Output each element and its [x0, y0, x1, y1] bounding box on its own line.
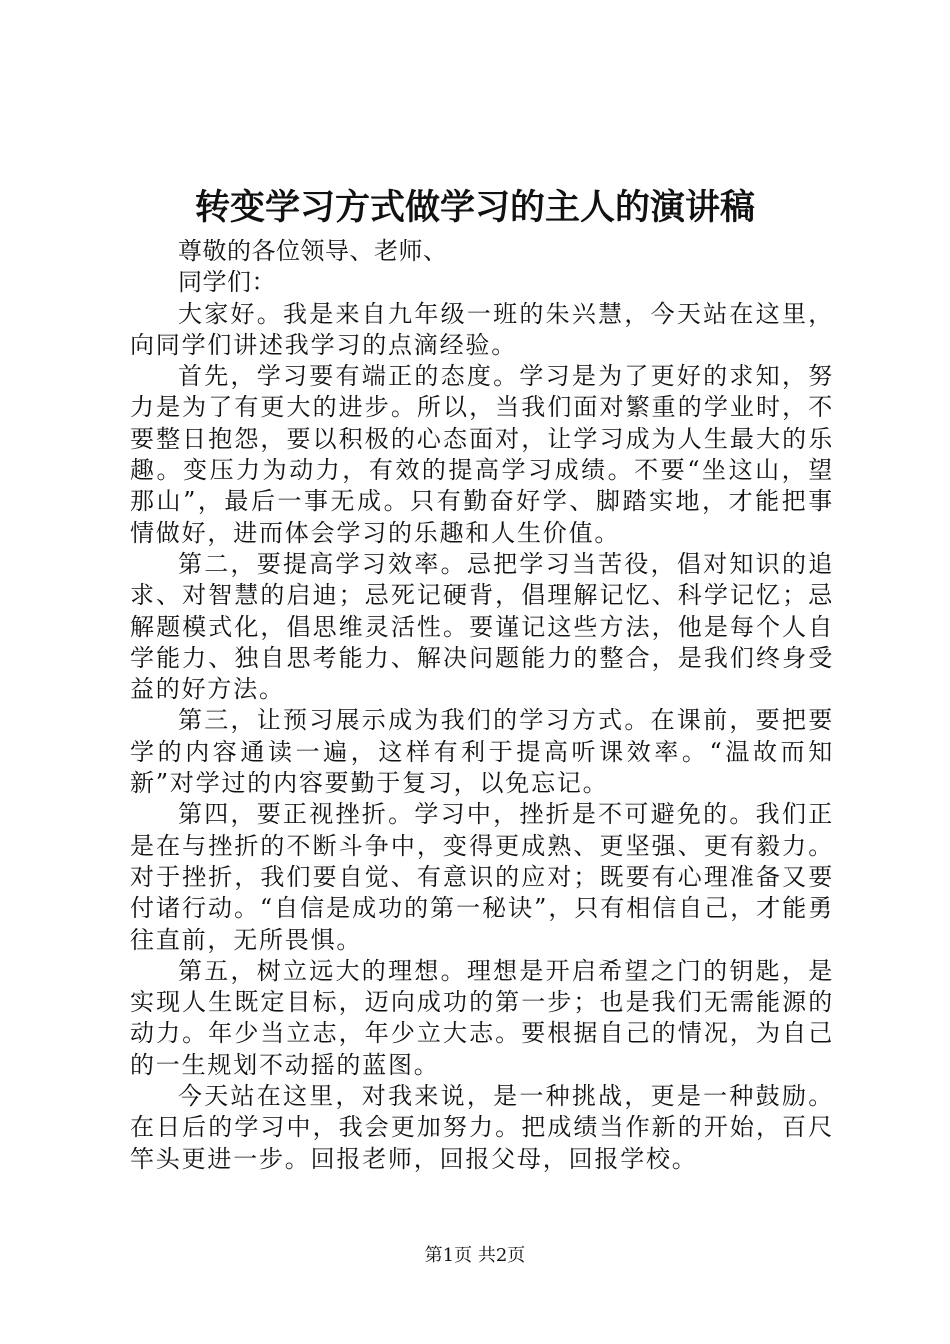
page-number-footer: 第1页 共2页 — [424, 1245, 526, 1266]
salutation-line-1: 尊敬的各位领导、老师、 — [178, 237, 448, 265]
paragraph-third: 第三，让预习展示成为我们的学习方式。在课前，要把要学的内容通读一遍，这样有利于提高听课效率。“温故而知新”对学过的内容要勤于复习，以免忘记。 — [130, 706, 834, 798]
paragraph-fourth: 第四，要正视挫折。学习中，挫折是不可避免的。我们正是在与挫折的不断斗争中，变得更成熟、更坚强、更有毅力。对于挫折，我们要自觉、有意识的应对；既要有心理准备又要付诸行动。“自信是成功的第一秘诀”，只有相信自己，才能勇往直前，无所畏惧。 — [130, 800, 834, 954]
paragraph-closing: 今天站在这里，对我来说，是一种挑战，更是一种鼓励。在日后的学习中，我会更加努力。把成绩当作新的开始，百尺竿头更进一步。回报老师，回报父母，回报学校。 — [130, 1082, 834, 1173]
document-title: 转变学习方式做学习的主人的演讲稿 — [194, 187, 755, 228]
paragraph-first: 首先，学习要有端正的态度。学习是为了更好的求知，努力是为了有更大的进步。所以，当我们面对繁重的学业时，不要整日抱怨，要以积极的心态面对，让学习成为人生最大的乐趣。变压力为动力，有效的提高学习成绩。不要“坐这山，望那山”，最后一事无成。只有勤奋好学、脚踏实地，才能把事情做好，进而体会学习的乐趣和人生价值。 — [130, 362, 834, 547]
document-body — [130, 236, 834, 1175]
paragraph-second: 第二，要提高学习效率。忌把学习当苦役，倡对知识的追求、对智慧的启迪；忌死记硬背，倡理解记忆、科学记忆；忌解题模式化，倡思维灵活性。要谨记这些方法，他是每个人自学能力、独自思考能力、解决问题能力的整合，是我们终身受益的好方法。 — [130, 549, 834, 704]
paragraph-fifth: 第五，树立远大的理想。理想是开启希望之门的钥匙，是实现人生既定目标，迈向成功的第一步；也是我们无需能源的动力。年少当立志，年少立大志。要根据自己的情况，为自己的一生规划不动摇的蓝图。 — [130, 956, 834, 1079]
paragraph-greeting: 大家好。我是来自九年级一班的朱兴慧，今天站在这里，向同学们讲述我学习的点滴经验。 — [130, 299, 834, 359]
salutation-line-2: 同学们： — [178, 268, 276, 297]
